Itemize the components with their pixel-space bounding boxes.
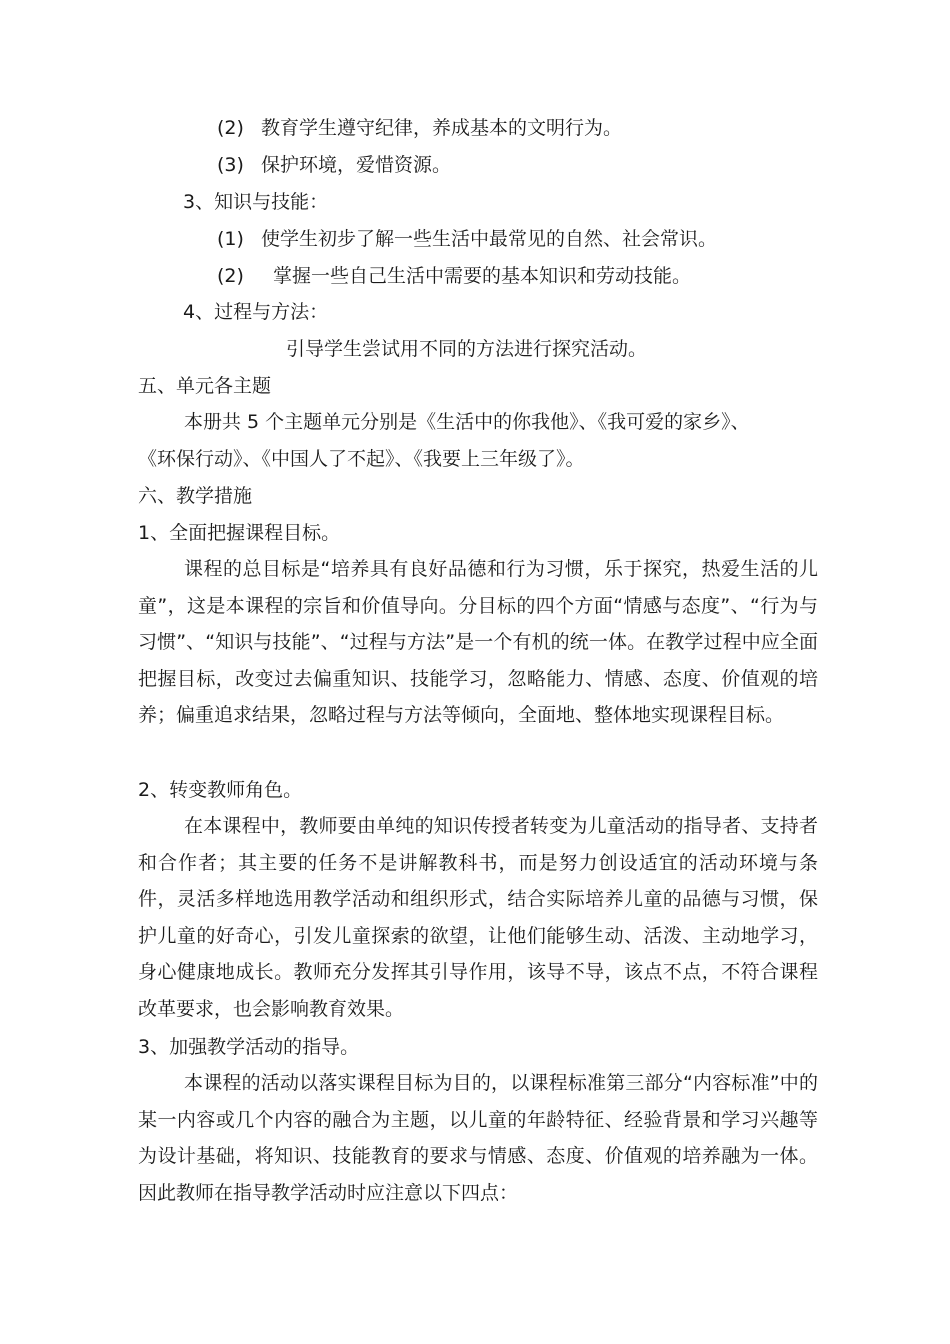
paragraph-text: 本课程的活动以落实课程目标为目的，以课程标准第三部分“内容标准”中的某一内容或几个内容的融合为主题，以儿童的年龄特征、经验背景和学习兴趣等为设计基础，将知识、技能教育的要求与情感、态度、价值观的培养融为一体。因此教师在指导教学活动时应注意以下四点：: [138, 1072, 818, 1204]
knowledge-item-2: [217, 263, 691, 289]
knowledge-item-1: [217, 226, 717, 252]
list-text: 使学生初步了解一些生活中最常见的自然、社会常识。: [261, 228, 718, 250]
list-text: 保护环境，爱惜资源。: [261, 154, 452, 176]
measure-1-heading: 1、全面把握课程目标。: [138, 522, 341, 544]
section-5-heading: 五、单元各主题: [138, 375, 272, 397]
section-5-line-1: 本册共 5 个主题单元分别是《生活中的你我他》、《我可爱的家乡》、: [184, 411, 750, 433]
measure-2-paragraph: [138, 808, 818, 1027]
measure-1-paragraph: [138, 551, 818, 734]
process-text: 引导学生尝试用不同的方法进行探究活动。: [286, 338, 648, 360]
measure-3-paragraph: [138, 1065, 818, 1211]
goal-item-3: [217, 152, 451, 178]
process-heading: 4、过程与方法：: [183, 301, 329, 323]
measure-3-heading: 3、加强教学活动的指导。: [138, 1036, 360, 1058]
list-number: (2): [217, 117, 244, 139]
goal-item-2: [217, 115, 622, 141]
list-number: (2): [217, 265, 244, 287]
measure-2-heading: 2、转变教师角色。: [138, 779, 303, 801]
list-number: (3): [217, 154, 244, 176]
paragraph-text: 课程的总目标是“培养具有良好品德和行为习惯，乐于探究，热爱生活的儿童”，这是本课程的宗旨和价值导向。分目标的四个方面“情感与态度”、“行为与习惯”、“知识与技能”、“过程与方法”是一个有机的统一体。在教学过程中应全面把握目标，改变过去偏重知识、技能学习，忽略能力、情感、态度、价值观的培养；偏重追求结果，忽略过程与方法等倾向，全面地、整体地实现课程目标。: [138, 558, 818, 726]
section-5-line-2: 《环保行动》、《中国人了不起》、《我要上三年级了》。: [138, 448, 585, 470]
list-text: 教育学生遵守纪律，养成基本的文明行为。: [261, 117, 623, 139]
paragraph-text: 在本课程中，教师要由单纯的知识传授者转变为儿童活动的指导者、支持者和合作者；其主要的任务不是讲解教科书，而是努力创设适宜的活动环境与条件，灵活多样地选用教学活动和组织形式，结合实际培养儿童的品德与习惯，保护儿童的好奇心，引发儿童探索的欲望，让他们能够生动、活泼、主动地学习，身心健康地成长。教师充分发挥其引导作用，该导不导，该点不点，不符合课程改革要求，也会影响教育效果。: [138, 815, 818, 1020]
knowledge-heading: 3、知识与技能：: [183, 191, 329, 213]
section-6-heading: 六、教学措施: [138, 485, 253, 507]
list-text: 掌握一些自己生活中需要的基本知识和劳动技能。: [273, 265, 692, 287]
list-number: (1): [217, 228, 244, 250]
